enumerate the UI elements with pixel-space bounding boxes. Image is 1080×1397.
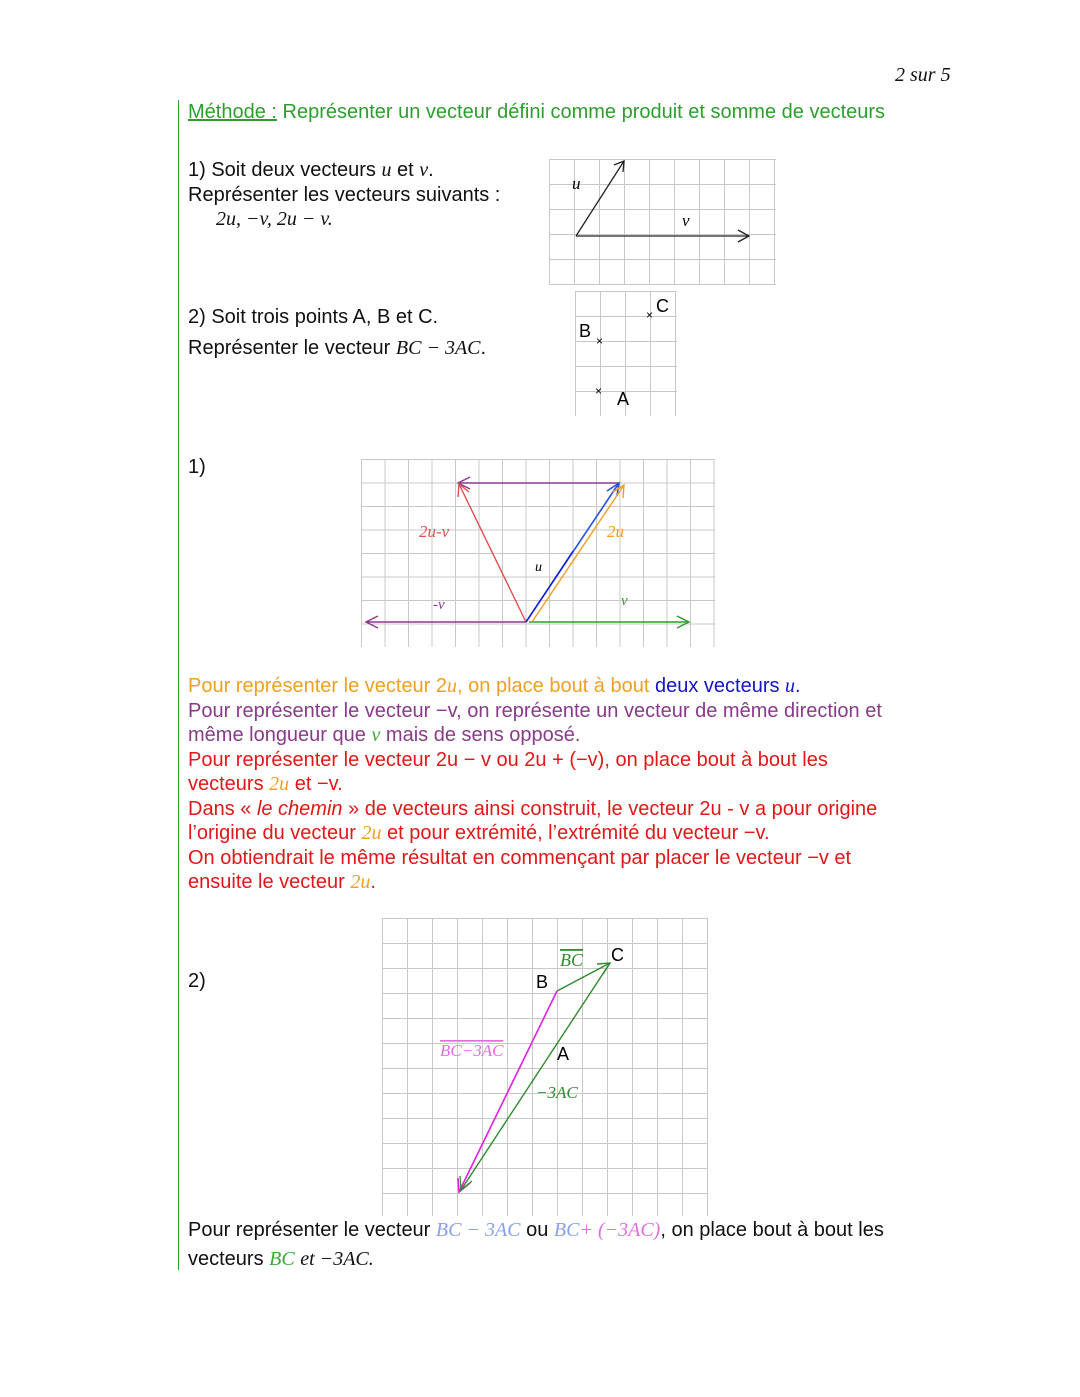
expl1-line2: Pour représenter le vecteur −v, on représente un vecteur de même direction et <box>188 699 882 722</box>
label-minus-v: -v <box>433 597 445 613</box>
expl1-line5: vecteurs 2u et −v. <box>188 773 343 795</box>
answer-1-graph <box>361 459 717 649</box>
expl1-line3: même longueur que v mais de sens opposé. <box>188 724 581 746</box>
explanation-2 <box>188 1218 884 1271</box>
q1-line2: Représenter les vecteurs suivants : <box>188 183 501 206</box>
point-mark-c: × <box>646 308 654 322</box>
label-u: u <box>535 560 542 575</box>
label-minus-3ac: −3AC <box>536 1083 578 1102</box>
expl1-line8: On obtiendrait le même résultat en commençant par placer le vecteur −v et <box>188 846 852 869</box>
point-label-c: C <box>611 945 624 965</box>
expl2-line1: Pour représenter le vecteur BC − 3AC ou BC+ (−3AC), on place bout à bout les <box>188 1219 884 1241</box>
figure-points-abc <box>575 291 679 418</box>
q2-line1: 2) Soit trois points A, B et C. <box>188 306 439 328</box>
point-label-a: A <box>617 389 630 409</box>
expl1-line6: Dans « le chemin » de vecteurs ainsi construit, le vecteur 2u - v a pour origine <box>188 797 878 820</box>
q1-list: 2u, −v, 2u − v. <box>216 208 333 230</box>
answer-2-graph <box>382 918 710 1218</box>
expl1-line9: ensuite le vecteur 2u. <box>188 871 376 893</box>
point-label-a: A <box>557 1044 570 1064</box>
explanation-1 <box>188 674 882 895</box>
grid <box>382 918 708 1216</box>
point-label-b: B <box>536 972 549 992</box>
label-u: u <box>572 174 581 193</box>
point-label-c: C <box>656 296 669 316</box>
method-heading <box>188 100 885 125</box>
answer-1-label: 1) <box>188 456 206 478</box>
expl1-line7: l’origine du vecteur 2u et pour extrémité, l’extrémité du vecteur −v. <box>188 822 770 844</box>
method-label: Méthode : <box>188 101 277 123</box>
question-1 <box>188 158 500 232</box>
answer-2-label: 2) <box>188 970 206 992</box>
expl1-line1: Pour représenter le vecteur 2u, on place bout à bout deux vecteurs u. <box>188 675 801 697</box>
label-bc: BC <box>560 950 584 970</box>
label-2u-minus-v: 2u-v <box>419 522 450 541</box>
grid <box>361 459 715 647</box>
label-bc-minus-3ac: BC−3AC <box>440 1041 504 1060</box>
point-label-b: B <box>579 321 592 341</box>
label-2u: 2u <box>607 522 624 541</box>
page-number: 2 sur 5 <box>895 64 951 86</box>
expl1-line4: Pour représenter le vecteur 2u − v ou 2u + (−v), on place bout à bout les <box>188 748 828 771</box>
label-v: v <box>682 211 690 230</box>
grid <box>549 159 776 285</box>
question-2 <box>188 305 486 360</box>
left-margin-bar <box>178 100 179 1270</box>
point-mark-b: × <box>596 334 604 348</box>
q1-line1: 1) Soit deux vecteurs u et v. <box>188 159 434 181</box>
expl2-line2: vecteurs BC et −3AC. <box>188 1247 374 1270</box>
point-mark-a: × <box>595 384 603 398</box>
figure-u-v <box>549 159 779 287</box>
method-title: Représenter un vecteur défini comme produit et somme de vecteurs <box>282 101 886 123</box>
q2-line2: Représenter le vecteur BC − 3AC. <box>188 336 487 359</box>
vector-minus-3ac <box>461 963 610 1190</box>
label-v: v <box>621 593 628 609</box>
